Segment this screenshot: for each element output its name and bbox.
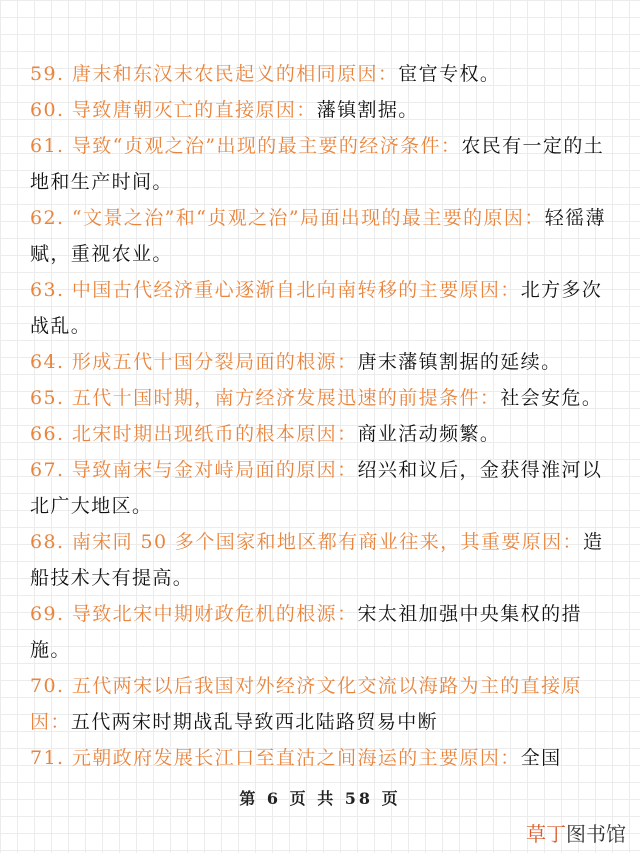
item-answer: 宦官专权。 bbox=[398, 63, 501, 85]
item-answer: 五代两宋时期战乱导致西北陆路贸易中断 bbox=[70, 711, 439, 733]
item-number: 68. bbox=[30, 531, 65, 553]
item-question: 元朝政府发展长江口至直沽之间海运的主要原因： bbox=[71, 747, 521, 769]
item-number: 64. bbox=[30, 351, 65, 373]
list-item bbox=[30, 740, 610, 776]
item-answer: 藩镇割据。 bbox=[316, 99, 419, 121]
item-number: 70. bbox=[30, 675, 65, 697]
item-question: 导致唐朝灭亡的直接原因： bbox=[71, 99, 317, 121]
item-answer: 唐末藩镇割据的延续。 bbox=[357, 351, 562, 373]
item-number: 63. bbox=[30, 279, 65, 301]
list-item bbox=[30, 596, 610, 668]
item-question: 唐末和东汉末农民起义的相同原因： bbox=[71, 63, 399, 85]
list-item bbox=[30, 128, 610, 200]
item-question: 五代两宋以后我国对外经济文化交流以海路为主的直接原因： bbox=[30, 675, 582, 733]
item-question: “文景之治”和“贞观之治”局面出现的最主要的原因： bbox=[71, 207, 545, 229]
item-number: 62. bbox=[30, 207, 65, 229]
item-number: 60. bbox=[30, 99, 65, 121]
item-number: 65. bbox=[30, 387, 65, 409]
item-answer: 北方多次战乱。 bbox=[30, 279, 603, 337]
watermark-part2: 图书馆 bbox=[566, 822, 626, 846]
list-item bbox=[30, 452, 610, 524]
list-item bbox=[30, 56, 610, 92]
list-item bbox=[30, 524, 610, 596]
item-answer: 轻徭薄赋，重视农业。 bbox=[30, 207, 606, 265]
item-question: 导致北宋中期财政危机的根源： bbox=[71, 603, 358, 625]
list-item bbox=[30, 92, 610, 128]
item-question: 五代十国时期，南方经济发展迅速的前提条件： bbox=[71, 387, 501, 409]
item-question: 导致“贞观之治”出现的最主要的经济条件： bbox=[71, 135, 462, 157]
list-item bbox=[30, 380, 610, 416]
item-answer: 社会安危。 bbox=[500, 387, 603, 409]
item-question: 北宋时期出现纸币的根本原因： bbox=[71, 423, 358, 445]
item-question: 形成五代十国分裂局面的根源： bbox=[71, 351, 358, 373]
item-answer: 农民有一定的土地和生产时间。 bbox=[30, 135, 605, 193]
watermark-part1: 草丁 bbox=[526, 822, 566, 846]
list-item bbox=[30, 200, 610, 272]
page-footer: 第 6 页 共 58 页 bbox=[239, 789, 401, 808]
item-answer: 全国 bbox=[520, 747, 562, 769]
item-answer: 宋太祖加强中央集权的措施。 bbox=[30, 603, 582, 661]
item-question: 导致南宋与金对峙局面的原因： bbox=[71, 459, 358, 481]
item-number: 71. bbox=[30, 747, 65, 769]
list-item bbox=[30, 272, 610, 344]
item-number: 69. bbox=[30, 603, 65, 625]
item-number: 61. bbox=[30, 135, 65, 157]
qa-list bbox=[30, 56, 610, 776]
item-answer: 造船技术大有提高。 bbox=[30, 531, 604, 589]
list-item bbox=[30, 668, 610, 740]
list-item bbox=[30, 416, 610, 452]
item-number: 67. bbox=[30, 459, 65, 481]
watermark bbox=[526, 818, 626, 847]
list-item bbox=[30, 344, 610, 380]
item-number: 66. bbox=[30, 423, 65, 445]
item-question: 中国古代经济重心逐渐自北向南转移的主要原因： bbox=[71, 279, 521, 301]
item-answer: 绍兴和议后，金获得淮河以北广大地区。 bbox=[30, 459, 603, 517]
item-number: 59. bbox=[30, 63, 65, 85]
item-question: 南宋同 50 多个国家和地区都有商业往来，其重要原因： bbox=[71, 531, 583, 553]
item-answer: 商业活动频繁。 bbox=[357, 423, 501, 445]
